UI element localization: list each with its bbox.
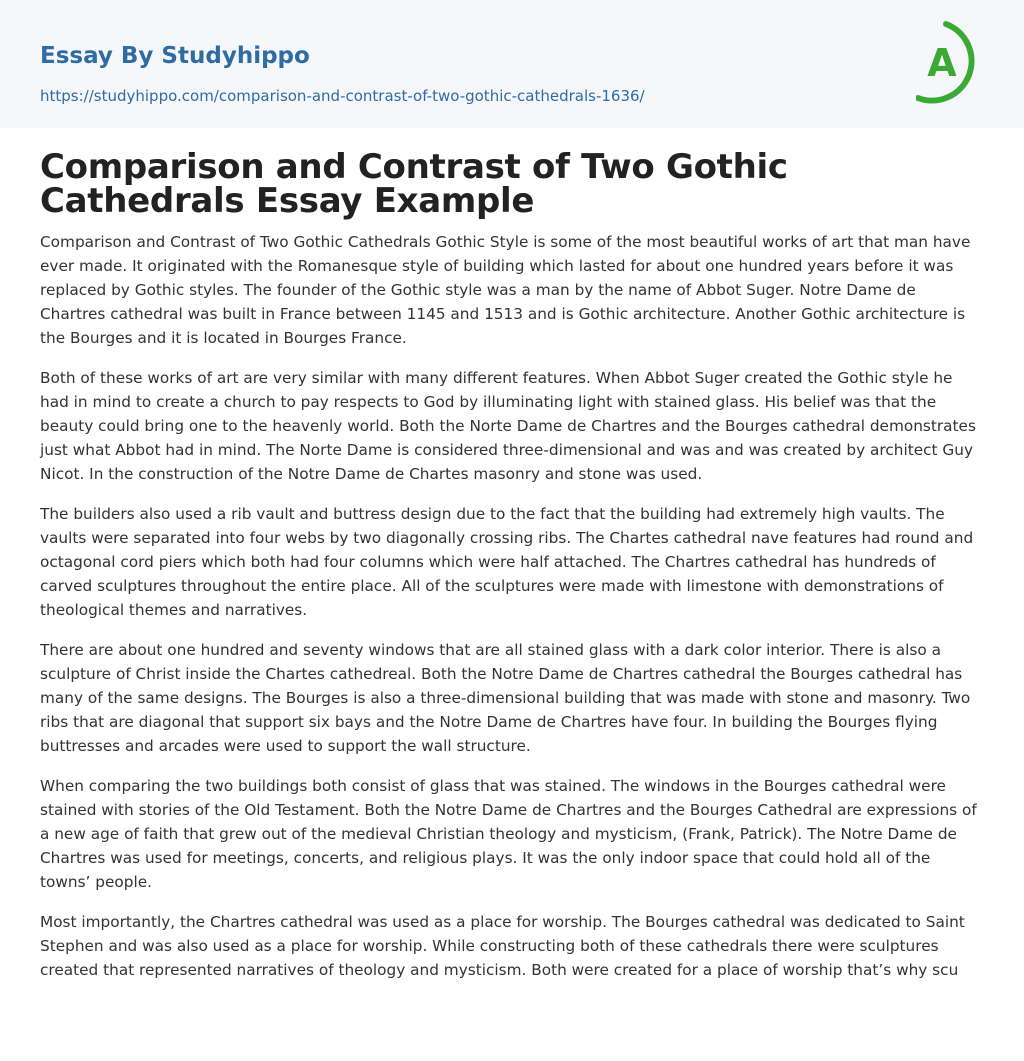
article-paragraph-5: When comparing the two buildings both consist of glass that was stained. The windows in the Bourges cathedral were stained with stories of the Old Testament. Both the Notre Dame de Chartres and the Bourges Cathedral are expressions of a new age of faith that grew out of the medieval Christian theology and mysticism, (Frank, Patrick). The Notre Dame de Chartres was used for meetings, concerts, and religious plays. It was the only indoor space that could hold all of the towns’ people. bbox=[40, 777, 977, 891]
article-url-link[interactable]: https://studyhippo.com/comparison-and-contrast-of-two-gothic-cathedrals-1636/ bbox=[40, 87, 645, 105]
site-title[interactable]: Essay By Studyhippo bbox=[40, 43, 310, 69]
article-paragraph-3: The builders also used a rib vault and buttress design due to the fact that the building had extremely high vaults. The vaults were separated into four webs by two diagonally crossing ribs. The Chartes cathedral nave features had round and octagonal cord piers which both had four columns which were half attached. The Chartres cathedral has hundreds of carved sculptures throughout the entire place. All of the sculptures were made with limestone with demonstrations of theological themes and narratives. bbox=[40, 505, 974, 619]
article-paragraph-6: Most importantly, the Chartres cathedral was used as a place for worship. The Bourges cathedral was dedicated to Saint Stephen and was also used as a place for worship. While constructing both of these cathedrals there were sculptures created that represented narratives of theology and mysticism. Both were created for a place of worship that’s why scu bbox=[40, 913, 965, 979]
site-header bbox=[0, 0, 1024, 128]
article-paragraph-4: There are about one hundred and seventy windows that are all stained glass with a dark color interior. There is also a sculpture of Christ inside the Chartes cathedreal. Both the Notre Dame de Chartres cathedral the Bourges cathedral has many of the same designs. The Bourges is also a three-dimensional building that was made with stone and masonry. Two ribs that are diagonal that support six bays and the Notre Dame de Chartres have four. In building the Bourges flying buttresses and arcades were used to support the wall structure. bbox=[40, 641, 971, 755]
article-title: Comparison and Contrast of Two Gothic Cathedrals Essay Example bbox=[40, 147, 788, 221]
article-paragraph-1: Comparison and Contrast of Two Gothic Cathedrals Gothic Style is some of the most beautiful works of art that man have ever made. It originated with the Romanesque style of building which lasted for about one hundred years before it was replaced by Gothic styles. The founder of the Gothic style was a man by the name of Abbot Suger. Notre Dame de Chartres cathedral was built in France between 1145 and 1513 and is Gothic architecture. Another Gothic architecture is the Bourges and it is located in Bourges France. bbox=[40, 233, 971, 347]
studyhippo-logo-icon[interactable] bbox=[916, 19, 986, 105]
logo-letter: A bbox=[927, 41, 957, 85]
article bbox=[0, 147, 1024, 982]
article-paragraph-2: Both of these works of art are very similar with many different features. When Abbot Suger created the Gothic style he had in mind to create a church to pay respects to God by illuminating light with stained glass. His belief was that the beauty could bring one to the heavenly world. Both the Norte Dame de Chartres and the Bourges cathedral demonstrates just what Abbot had in mind. The Norte Dame is considered three-dimensional and was and was created by architect Guy Nicot. In the construction of the Notre Dame de Chartes masonry and stone was used. bbox=[40, 369, 976, 483]
